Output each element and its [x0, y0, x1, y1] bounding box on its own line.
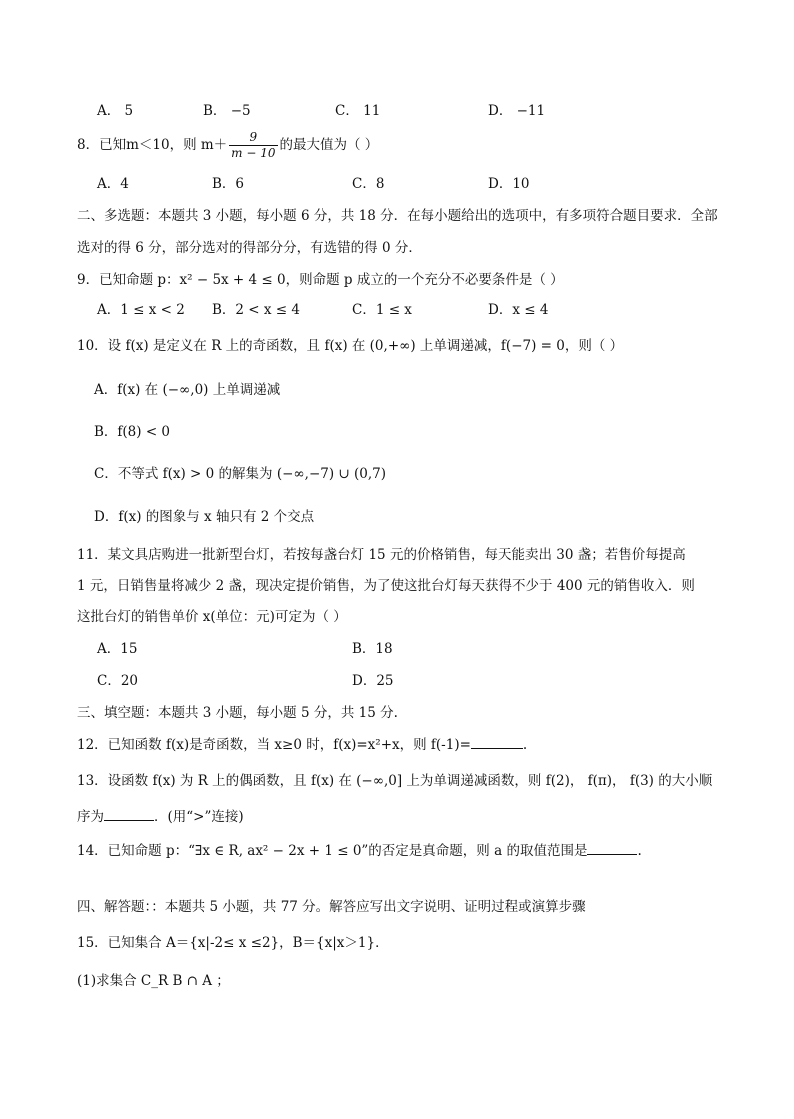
q12-text: 12．已知函数 f(x)是奇函数，当 x≥0 时，f(x)=x²+x，则 f(-1)=	[77, 737, 471, 753]
q9-option-a: A．1 ≤ x < 2	[97, 302, 185, 318]
q8-fraction-denominator: m − 10	[231, 146, 276, 160]
q14-answer-blank[interactable]	[587, 842, 637, 855]
q9-stem: 9．已知命题 p：x² − 5x + 4 ≤ 0，则命题 p 成立的一个充分不必要条件是（ ）	[77, 272, 564, 288]
q7-option-a: A． 5	[97, 103, 134, 119]
q8-fraction	[229, 130, 277, 161]
q10-option-c: C．不等式 f(x) > 0 的解集为 (−∞,−7) ∪ (0,7)	[94, 466, 387, 482]
q14-text: 14．已知命题 p：“∃x ∈ R, ax² − 2x + 1 ≤ 0”的否定是真命题，则 a 的取值范围是	[77, 843, 588, 859]
q11-option-b: B．18	[352, 641, 393, 657]
q15-part1: (1)求集合 C_R B ∩ A ；	[77, 973, 230, 989]
q11-line3: 这批台灯的销售单价 x(单位：元)可定为（ ）	[77, 609, 347, 625]
q13-line1: 13．设函数 f(x) 为 R 上的偶函数，且 f(x) 在 (−∞,0] 上为单调递减函数，则 f(2)， f(π)， f(3) 的大小顺	[77, 773, 713, 789]
q11-option-a: A．15	[97, 641, 138, 657]
section2-line2: 选对的得 6 分，部分选对的得部分分，有选错的得 0 分．	[77, 240, 422, 256]
q13-line2-prefix: 序为	[77, 809, 104, 825]
q8-fraction-numerator: 9	[229, 130, 277, 146]
section4-title: 四、解答题：：本题共 5 小题，共 77 分。解答应写出文字说明、证明过程或演算步骤	[77, 899, 586, 915]
q8-condition: m＜10，则 m＋	[126, 137, 228, 153]
q8-stem	[77, 130, 378, 161]
q9-option-c: C．1 ≤ x	[352, 302, 412, 318]
section3-title: 三、填空题：本题共 3 小题，每小题 5 分，共 15 分.	[77, 705, 398, 721]
q15-stem: 15．已知集合 A＝{x|-2≤ x ≤2}，B＝{x|x＞1}．	[77, 935, 389, 951]
q12-answer-blank[interactable]	[471, 736, 523, 749]
q8-option-c: C．8	[352, 176, 385, 192]
q10-option-a: A．f(x) 在 (−∞,0) 上单调递减	[94, 382, 281, 398]
q7-option-b: B． −5	[203, 103, 251, 119]
q7-option-d: D． −11	[488, 103, 546, 119]
q14-period: .	[637, 843, 642, 859]
q11-option-d: D．25	[352, 673, 394, 689]
q11-line2: 1 元，日销售量将减少 2 盏，现决定提价销售，为了使这批台灯每天获得不少于 400 元的销售收入．则	[77, 578, 695, 594]
q12-stem	[77, 735, 527, 755]
q9-option-d: D．x ≤ 4	[488, 302, 549, 318]
q13-line2-suffix: ．(用“>”连接)	[154, 809, 244, 825]
q8-suffix: 的最大值为（ ）	[279, 137, 379, 153]
q7-option-c: C． 11	[335, 103, 381, 119]
q8-option-d: D．10	[488, 176, 530, 192]
q10-option-b: B．f(8) < 0	[94, 424, 171, 440]
q8-option-a: A．4	[97, 176, 129, 192]
q12-period: .	[522, 737, 528, 753]
q8-prefix: 8．已知	[77, 137, 127, 153]
q11-line1: 11．某文具店购进一批新型台灯，若按每盏台灯 15 元的价格销售，每天能卖出 30 盏；若售价每提高	[77, 547, 686, 563]
q9-option-b: B．2 < x ≤ 4	[212, 302, 301, 318]
q13-line2	[77, 807, 244, 827]
q8-option-b: B．6	[212, 176, 245, 192]
q14-stem	[77, 841, 642, 861]
q10-stem: 10．设 f(x) 是定义在 R 上的奇函数，且 f(x) 在 (0,+∞) 上单调递减，f(−7) = 0，则（ ）	[77, 338, 624, 354]
section2-line1: 二、多选题：本题共 3 小题，每小题 6 分，共 18 分．在每小题给出的选项中，有多项符合题目要求．全部	[77, 208, 718, 224]
q13-answer-blank[interactable]	[104, 808, 154, 821]
q10-option-d: D．f(x) 的图象与 x 轴只有 2 个交点	[94, 509, 315, 525]
q11-option-c: C．20	[97, 673, 139, 689]
